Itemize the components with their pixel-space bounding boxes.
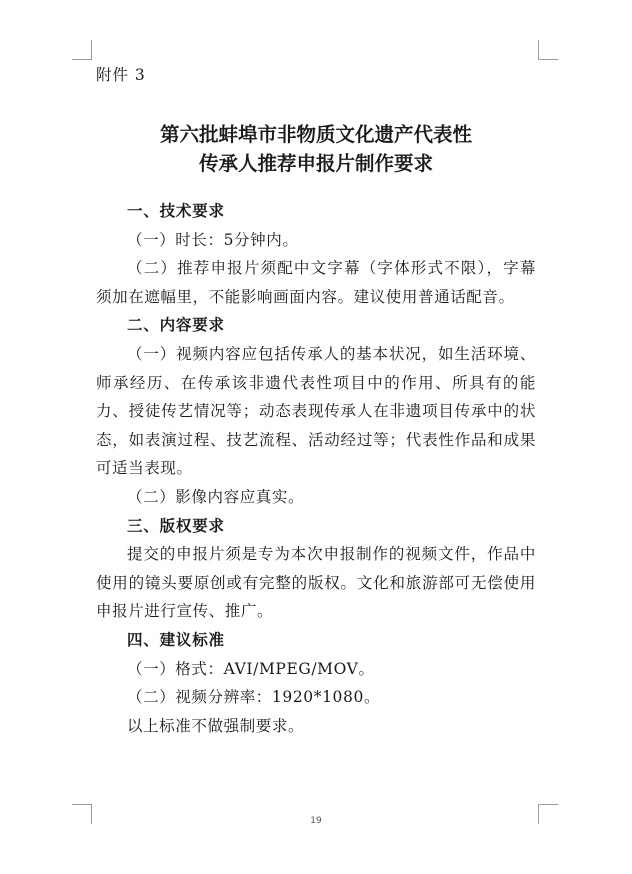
paragraph-authenticity: （二）影像内容应真实。 [127, 487, 305, 506]
section-heading-content: 二、内容要求 [127, 315, 225, 335]
paragraph-duration: （一）时长：5分钟内。 [127, 230, 299, 249]
document-body [96, 197, 536, 740]
attachment-label: 附件 3 [96, 66, 146, 84]
page-number: 19 [310, 816, 322, 826]
document-title-line-1: 第六批蚌埠市非物质文化遗产代表性 [159, 123, 472, 146]
section-heading-standards: 四、建议标准 [127, 629, 225, 649]
document-title-line-2: 传承人推荐申报片制作要求 [198, 152, 433, 175]
paragraph-format: （一）格式：AVI/MPEG/MOV。 [127, 659, 375, 678]
crop-mark-top-left [72, 40, 92, 60]
paragraph-resolution: （二）视频分辨率：1920*1080。 [127, 688, 381, 707]
paragraph-copyright: 提交的申报片须是专为本次申报制作的视频文件，作品中使用的镜头要原创或有完整的版权。文化和旅游部可无偿使用申报片进行宣传、推广。 [96, 545, 536, 621]
section-heading-copyright: 三、版权要求 [127, 515, 225, 535]
crop-mark-top-right [538, 40, 558, 60]
paragraph-video-content: （一）视频内容应包括传承人的基本状况，如生活环境、师承经历、在传承该非遗代表性项目中的作用、所具有的能力、授徒传艺情况等；动态表现传承人在非遗项目传承中的状态，如表演过程、技艺流程、活动经过等；代表性作品和成果可适当表现。 [96, 344, 536, 478]
paragraph-not-mandatory: 以上标准不做强制要求。 [127, 716, 305, 735]
section-heading-technical: 一、技术要求 [127, 201, 225, 220]
paragraph-subtitles: （二）推荐申报片须配中文字幕（字体形式不限），字幕须加在遮幅里，不能影响画面内容。建议使用普通话配音。 [96, 259, 536, 306]
